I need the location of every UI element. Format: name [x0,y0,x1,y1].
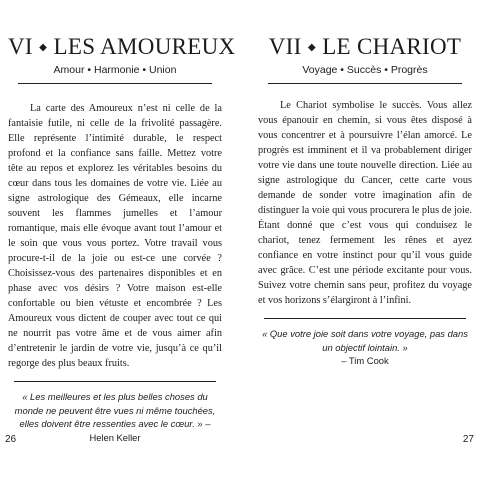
page-number: 26 [5,434,17,445]
quote-divider [264,318,466,319]
card-description: La carte des Amoureux n’est ni celle de la fantaisie futile, ni celle de la frivolité passagère. Elle représente l’intimité durable, le respect profond et la confiance sans faille. Mettez votre tête au repos et explorez les véritables besoins du cœur dans tous les domaines de votre vie. Liée au signe astrologique des Gémeaux, elle incarne souvent les flammes jumelles et l’amour romantique, mais elle évoque avant tout l’amour et le soin que vous vous portez. Votre travail vous procure-t-il de la joie ou est-ce une corvée ? Choisissez-vous des partenaires disponibles et en phase avec vos désirs ? Votre maison est-elle confortable ou bien vétuste et encombrée ? Les Amoureux vous dictent de couper avec tout ce qui ne nourrit pas votre âme et de vous aimer afin d’entretenir le jardin de votre vie, jusqu’à ce qu’il regorge des plus beaux fruits. [8,103,222,369]
title-divider [18,83,212,84]
quote-author: – Tim Cook [341,355,389,366]
quote-author: – Helen Keller [89,418,211,443]
page-title: VII ⬩ LE CHARIOT [268,34,462,59]
card-keywords: Voyage • Succès • Progrès [302,64,428,76]
page-title: VI ⬩ LES AMOUREUX [8,34,236,59]
card-keywords: Amour • Harmonie • Union [53,64,177,76]
title-divider [268,83,462,84]
quote-block [8,390,222,444]
quote-block [258,327,472,368]
page-number: 27 [462,434,474,445]
quote-text: « Les meilleures et les plus belles choses du monde ne peuvent être vues ni même touchées, elles doivent être ressenties avec le cœur. » [14,391,216,429]
quote-divider [14,381,216,382]
left-page [5,0,236,480]
card-description: Le Chariot symbolise le succès. Vous allez vous épanouir en chemin, si vous êtes disposé à vous concentrer et à poursuivre l’élan amorcé. Le progrès est imminent et il va probablement diriger votre vie dans une toute nouvelle direction. Liée au signe astrologique du Cancer, cette carte vous demande de sonder votre imagination afin de distinguer la voie qui vous procurera le plus de joie. Étant donné que c’est vous qui conduisez le chariot, tenez fermement les rênes et ayez confiance en votre instinct pour qu’il vous guide avec grâce. C’est une période excitante pour vous. Suivez votre chemin sans peur, profitez du voyage et vos horizons s’élargiront à l’infini. [258,100,472,306]
right-page [258,0,472,480]
quote-text: « Que votre joie soit dans votre voyage, pas dans un objectif lointain. » [262,328,468,353]
